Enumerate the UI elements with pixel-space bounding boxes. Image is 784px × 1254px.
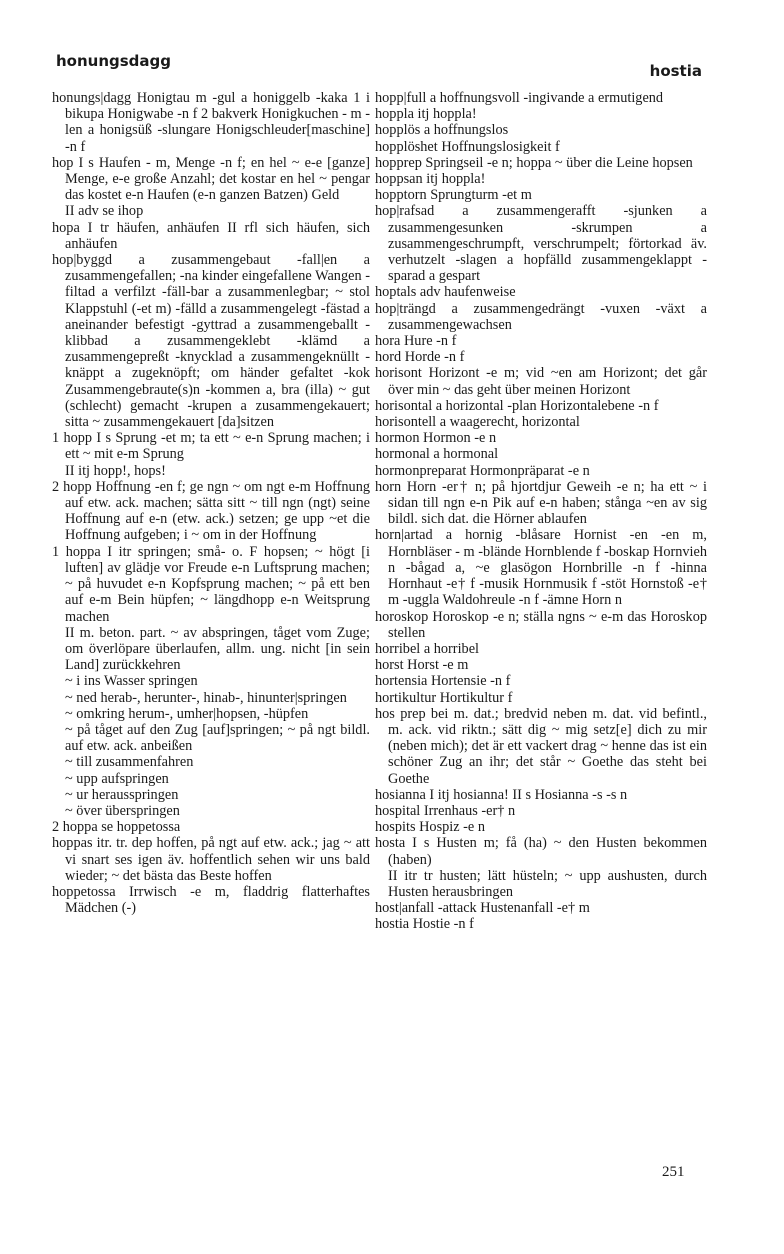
left-column [52, 90, 370, 916]
dictionary-entry: horisontell a waagerecht, horizontal [375, 414, 580, 431]
dictionary-entry: hoppas itr. tr. dep hoffen, på ngt auf etw. ack.; jag ~ att vi snart ses igen äv. hoffentlich sehen wir uns bald wieder; ~ det bästa das Beste hoffen [52, 835, 370, 884]
dictionary-entry: 2 hoppa se hoppetossa [52, 819, 181, 836]
dictionary-entry: hortikultur Hortikultur f [375, 689, 513, 706]
dictionary-subentry: ~ upp aufspringen [65, 770, 169, 787]
dictionary-entry: horisontal a horizontal -plan Horizontalebene -n f [375, 397, 659, 414]
dictionary-entry: horisont Horizont -e m; vid ~en am Horizont; det går över min ~ das geht über meinen Horizont [375, 365, 707, 398]
dictionary-entry: hopa I tr häufen, anhäufen II rfl sich häufen, sich anhäufen [52, 219, 370, 252]
dictionary-entry: hop|rafsad a zusammengerafft -sjunken a zusammengesunken -skrumpen a zusammengeschrumpft, verschrumpelt; förtorkad äv. verhutzelt -slagen a hopfälld zusammengeklappt -sparad a gespart [375, 203, 707, 285]
dictionary-entry: horribel a horribel [375, 640, 480, 657]
dictionary-entry: hopprep Springseil -e n; hoppa ~ über die Leine hopsen [375, 154, 693, 171]
dictionary-entry: hoppsan itj hoppla! [375, 171, 486, 188]
dictionary-subentry: II m. beton. part. ~ av abspringen, tåget vom Zuge; om överlöpare überlaufen, allm. ung. nicht [in sein Land] zurückkehren [65, 624, 370, 674]
dictionary-entry: hostia Hostie -n f [375, 916, 474, 933]
dictionary-entry: hormonal a hormonal [375, 446, 499, 463]
dictionary-entry: 1 hoppa I itr springen; små- o. F hopsen; ~ högt [i luften] av glädje vor Freude e-n Luftsprung machen; ~ på huvudet e-n Kopfsprung machen; ~ på ett ben auf e-m Bein hüpfen; ~ längdhopp e-n Weitsprung machen [52, 543, 370, 625]
dictionary-entry: hopp|full a hoffnungsvoll -ingivande a ermutigend [375, 90, 664, 106]
dictionary-entry: horoskop Horoskop -e n; ställa ngns ~ e-m das Horoskop stellen [375, 608, 707, 641]
dictionary-subentry: II itj hopp!, hops! [65, 462, 166, 479]
dictionary-subentry: ~ ned herab-, herunter-, hinab-, hinunter|springen [65, 689, 347, 706]
dictionary-entry: hosianna I itj hosianna! II s Hosianna -s -s n [375, 786, 628, 803]
dictionary-subentry: ~ omkring herum-, umher|hopsen, -hüpfen [65, 705, 309, 722]
dictionary-subentry: ~ på tåget auf den Zug [auf]springen; ~ på ngt bildl. auf etw. ack. anbeißen [65, 721, 370, 755]
dictionary-subentry: ~ till zusammenfahren [65, 754, 194, 771]
page-number: 251 [662, 1164, 685, 1180]
dictionary-entry: hopplöshet Hoffnungslosigkeit f [375, 138, 560, 155]
dictionary-entry: hos prep bei m. dat.; bredvid neben m. dat. vid befintl., m. ack. vid riktn.; sätt dig ~ mig setz[e] dich zu mir (neben mich); det är ett vackert drag ~ henne das ist ein schöner Zug an ihr; det står ~ Goethe das steht bei Goethe [375, 705, 707, 787]
dictionary-entry: hord Horde -n f [375, 349, 465, 366]
dictionary-entry: horn|artad a hornig -blåsare Hornist -en -en m, Hornbläser - m -blände Hornblende f -boskap Hornvieh n -bågad a, ~e glasögon Hornbrille -n f -hinna Hornhaut -e† f -musik Hornmusik f -stöt Hornstoß -e† m -uggla Waldohreule -n f -ämne Horn n [375, 527, 707, 609]
dictionary-entry: hora Hure -n f [375, 333, 457, 350]
dictionary-subentry: ~ i ins Wasser springen [65, 673, 198, 690]
dictionary-entry: hospits Hospiz -e n [375, 819, 485, 836]
dictionary-entry: honungs|dagg Honigtau m -gul a honiggelb -kaka 1 i bikupa Honigwabe -n f 2 bakverk Honigkuchen - m -len a honigsüß -slungare Honigschleuder[maschine] -n f [52, 90, 370, 155]
dictionary-entry: horn Horn -er† n; på hjortdjur Geweih -e n; ha ett ~ i sidan till ngn e-n Pik auf e-n haben; stånga ~en av sig bildl. sich dat. die Hörner ablaufen [375, 478, 707, 528]
running-head-right: hostia [649, 62, 702, 80]
dictionary-entry: hop|trängd a zusammengedrängt -vuxen -växt a zusammengewachsen [375, 300, 707, 333]
dictionary-entry: 2 hopp Hoffnung -en f; ge ngn ~ om ngt e-m Hoffnung auf etw. ack. machen; sätta sitt ~ till ngn (ngt) seine Hoffnung auf e-n (etw. ack.) setzen; ge upp ~et die Hoffnung aufgeben; i ~ om in der Hoffnung [52, 478, 370, 544]
dictionary-entry: hopplös a hoffnungslos [375, 122, 509, 139]
dictionary-entry: hopptorn Sprungturm -et m [375, 187, 532, 204]
dictionary-entry: hosta I s Husten m; få (ha) ~ den Husten bekommen (haben) [375, 835, 707, 868]
dictionary-entry: hop I s Haufen - m, Menge -n f; en hel ~ e-e [ganze] Menge, e-e große Anzahl; det kostar en hel ~ pengar das kostet e-n Haufen (e-n ganzen Batzen) Geld [52, 154, 370, 204]
dictionary-subentry: ~ över überspringen [65, 802, 180, 819]
dictionary-subentry: II adv se ihop [65, 203, 144, 220]
dictionary-entry: host|anfall -attack Hustenanfall -e† m [375, 900, 590, 917]
dictionary-subentry: ~ ur herausspringen [65, 786, 179, 803]
dictionary-entry: hortensia Hortensie -n f [375, 673, 511, 690]
dictionary-entry: hoppla itj hoppla! [375, 106, 477, 123]
right-column [375, 90, 707, 933]
dictionary-entry: hormonpreparat Hormonpräparat -e n [375, 462, 590, 479]
dictionary-entry: hormon Hormon -e n [375, 430, 497, 447]
dictionary-entry: hospital Irrenhaus -er† n [375, 802, 516, 819]
dictionary-entry: hoppetossa Irrwisch -e m, fladdrig flatterhaftes Mädchen (-) [52, 883, 370, 917]
dictionary-entry: hop|byggd a zusammengebaut -fall|en a zusammengefallen; -na kinder eingefallene Wangen -filtad a verfilzt -fäll-bar a zusammenlegbar; ~ stol Klappstuhl (-et m) -fälld a zusammengelegt -fästad a aneinander befestigt -gyttrad a zusammengeballt -klibbad a zusammengeklebt -klämd a zusammengepreßt -knycklad a zusammengeknüllt -knäppt a zugeknöpft; om händer gefaltet -kok Zusammengebraute(s)n -kommen a, bra (illa) ~ gut (schlecht) gemacht -krupen a zusammengekauert; sitta ~ zusammengekauert [da]sitzen [52, 252, 370, 431]
dictionary-entry: hoptals adv haufenweise [375, 284, 516, 301]
dictionary-subentry: II itr tr husten; lätt hüsteln; ~ upp aushusten, durch Husten herausbringen [388, 867, 707, 900]
running-head-left: honungsdagg [56, 52, 172, 70]
dictionary-entry: 1 hopp I s Sprung -et m; ta ett ~ e-n Sprung machen; i ett ~ mit e-m Sprung [52, 430, 370, 463]
dictionary-entry: horst Horst -e m [375, 657, 469, 674]
